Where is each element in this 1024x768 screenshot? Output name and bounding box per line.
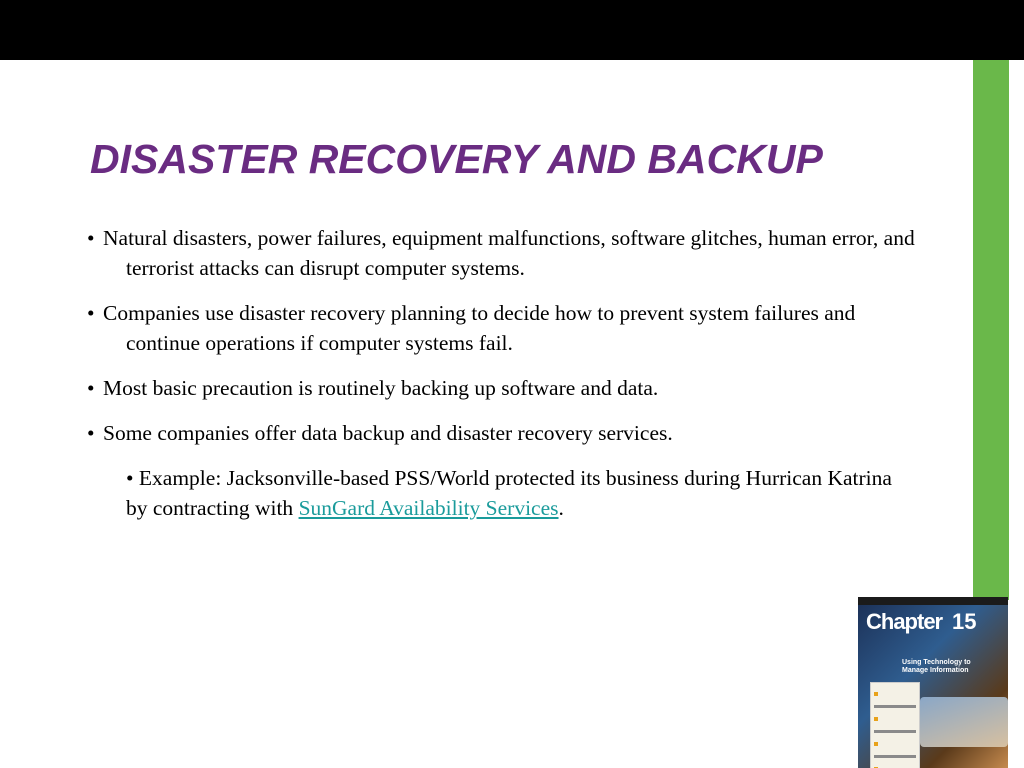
slide-title: DISASTER RECOVERY AND BACKUP [90, 136, 823, 182]
top-black-bar [0, 0, 1024, 60]
bullet-item [87, 373, 917, 403]
bullet-marker: • [87, 226, 95, 250]
side-green-bar [973, 60, 1009, 600]
cover-subtitle: Using Technology to Manage Information [902, 659, 971, 674]
bullet-marker: • [87, 421, 95, 445]
bullet-item [87, 298, 917, 358]
sub-bullet-end: . [558, 496, 564, 520]
bullet-item [87, 418, 917, 448]
sub-bullet-item [126, 463, 917, 523]
cover-chapter-number: 15 [952, 609, 977, 634]
bullet-text: Some companies offer data backup and disaster recovery services. [103, 421, 673, 445]
bullet-text: Natural disasters, power failures, equipment malfunctions, software glitches, human error, and terrorist attacks can disrupt computer systems. [103, 226, 915, 280]
cover-top-strip [858, 597, 1008, 605]
bullet-marker: • [87, 376, 95, 400]
cover-chapter-word: Chapter [866, 609, 943, 634]
slide-body [87, 223, 917, 538]
cover-document-panel [870, 682, 920, 768]
cover-laptop-photo [920, 697, 1008, 747]
bullet-text: Most basic precaution is routinely backing up software and data. [103, 376, 659, 400]
bullet-item [87, 223, 917, 283]
sub-bullet-marker: • [126, 466, 134, 490]
chapter-cover-image [858, 597, 1008, 768]
sungard-link[interactable]: SunGard Availability Services [298, 496, 559, 520]
sub-bullet-text: Example: Jacksonville-based PSS/World protected its business during Hurrican Katrina by contracting with [126, 466, 892, 520]
bullet-text: Companies use disaster recovery planning to decide how to prevent system failures and continue operations if computer systems fail. [103, 301, 856, 355]
bullet-marker: • [87, 301, 95, 325]
